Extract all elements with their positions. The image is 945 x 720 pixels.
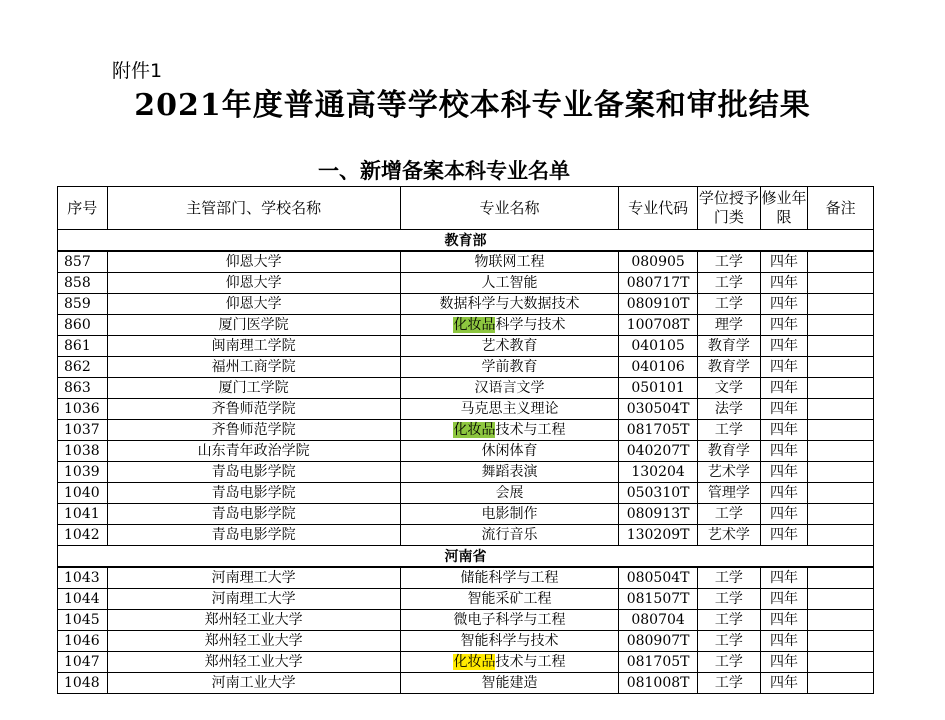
note-cell [808, 294, 874, 315]
code-cell: 081008T [619, 673, 698, 694]
note-cell [808, 567, 874, 589]
seq-cell: 1043 [58, 567, 108, 589]
note-cell [808, 589, 874, 610]
highlighted-text: 化妆品 [453, 422, 496, 438]
degree-cell: 教育学 [698, 441, 761, 462]
degree-cell: 艺术学 [698, 462, 761, 483]
major-cell [400, 631, 618, 652]
note-cell [808, 251, 874, 273]
table-row [58, 294, 874, 315]
degree-cell: 工学 [698, 294, 761, 315]
code-cell: 080913T [619, 504, 698, 525]
major-cell [400, 589, 618, 610]
degree-cell: 工学 [698, 567, 761, 589]
major-text: 休闲体育 [481, 443, 538, 459]
header-years: 修业年限 [760, 187, 808, 230]
school-cell: 河南工业大学 [107, 673, 400, 694]
school-cell: 青岛电影学院 [107, 525, 400, 546]
table-row [58, 567, 874, 589]
table-row [58, 589, 874, 610]
school-cell: 河南理工大学 [107, 589, 400, 610]
school-cell: 厦门工学院 [107, 378, 400, 399]
section-title: 一、新增备案本科专业名单 [318, 159, 570, 183]
degree-cell: 理学 [698, 315, 761, 336]
degree-cell: 法学 [698, 399, 761, 420]
group-row-ministry [58, 230, 874, 252]
note-cell [808, 462, 874, 483]
note-cell [808, 652, 874, 673]
years-cell: 四年 [760, 504, 808, 525]
table-row [58, 504, 874, 525]
note-cell [808, 525, 874, 546]
degree-cell: 工学 [698, 504, 761, 525]
school-cell: 河南理工大学 [107, 567, 400, 589]
note-cell [808, 610, 874, 631]
school-cell: 郑州轻工业大学 [107, 652, 400, 673]
note-cell [808, 441, 874, 462]
major-cell [400, 673, 618, 694]
school-cell: 郑州轻工业大学 [107, 631, 400, 652]
school-cell: 青岛电影学院 [107, 504, 400, 525]
school-cell: 青岛电影学院 [107, 483, 400, 504]
seq-cell: 859 [58, 294, 108, 315]
code-cell: 050101 [619, 378, 698, 399]
major-text: 智能科学与技术 [460, 633, 559, 649]
table-row [58, 378, 874, 399]
seq-cell: 1048 [58, 673, 108, 694]
seq-cell: 1046 [58, 631, 108, 652]
major-text: 微电子科学与工程 [453, 612, 566, 628]
major-text: 物联网工程 [474, 254, 545, 270]
degree-cell: 工学 [698, 420, 761, 441]
major-text: 流行音乐 [481, 527, 538, 543]
school-cell: 闽南理工学院 [107, 336, 400, 357]
school-cell: 青岛电影学院 [107, 462, 400, 483]
years-cell: 四年 [760, 273, 808, 294]
degree-cell: 工学 [698, 589, 761, 610]
code-cell: 040105 [619, 336, 698, 357]
seq-cell: 1047 [58, 652, 108, 673]
note-cell [808, 336, 874, 357]
major-cell [400, 610, 618, 631]
major-text: 科学与技术 [495, 317, 566, 333]
note-cell [808, 273, 874, 294]
table-row [58, 273, 874, 294]
code-cell: 081705T [619, 652, 698, 673]
seq-cell: 1039 [58, 462, 108, 483]
highlighted-text: 化妆品 [453, 654, 496, 670]
major-text: 人工智能 [481, 275, 538, 291]
years-cell: 四年 [760, 251, 808, 273]
majors-table [57, 186, 874, 694]
major-cell [400, 273, 618, 294]
major-cell [400, 357, 618, 378]
code-cell: 080907T [619, 631, 698, 652]
table-row [58, 610, 874, 631]
table-row [58, 631, 874, 652]
major-cell [400, 504, 618, 525]
header-code: 专业代码 [619, 187, 698, 230]
degree-cell: 教育学 [698, 336, 761, 357]
table-row [58, 441, 874, 462]
seq-cell: 1041 [58, 504, 108, 525]
major-text: 储能科学与工程 [460, 570, 559, 586]
degree-cell: 工学 [698, 673, 761, 694]
school-cell: 福州工商学院 [107, 357, 400, 378]
header-note: 备注 [808, 187, 874, 230]
years-cell: 四年 [760, 525, 808, 546]
major-text: 艺术教育 [481, 338, 538, 354]
note-cell [808, 483, 874, 504]
major-cell [400, 483, 618, 504]
seq-cell: 1044 [58, 589, 108, 610]
years-cell: 四年 [760, 631, 808, 652]
table-body [58, 230, 874, 694]
major-cell [400, 420, 618, 441]
major-cell [400, 251, 618, 273]
note-cell [808, 357, 874, 378]
seq-cell: 862 [58, 357, 108, 378]
code-cell: 130209T [619, 525, 698, 546]
school-cell: 仰恩大学 [107, 294, 400, 315]
note-cell [808, 420, 874, 441]
major-text: 马克思主义理论 [460, 401, 559, 417]
years-cell: 四年 [760, 357, 808, 378]
header-degree: 学位授予门类 [698, 187, 761, 230]
seq-cell: 857 [58, 251, 108, 273]
code-cell: 050310T [619, 483, 698, 504]
major-cell [400, 462, 618, 483]
years-cell: 四年 [760, 610, 808, 631]
code-cell: 030504T [619, 399, 698, 420]
school-cell: 齐鲁师范学院 [107, 399, 400, 420]
major-text: 舞蹈表演 [481, 464, 538, 480]
school-cell: 仰恩大学 [107, 273, 400, 294]
seq-cell: 863 [58, 378, 108, 399]
table-row [58, 357, 874, 378]
major-text: 技术与工程 [495, 422, 566, 438]
degree-cell: 文学 [698, 378, 761, 399]
degree-cell: 工学 [698, 251, 761, 273]
school-cell: 郑州轻工业大学 [107, 610, 400, 631]
code-cell: 080905 [619, 251, 698, 273]
table-row [58, 251, 874, 273]
years-cell: 四年 [760, 294, 808, 315]
note-cell [808, 504, 874, 525]
major-text: 汉语言文学 [474, 380, 545, 396]
years-cell: 四年 [760, 315, 808, 336]
years-cell: 四年 [760, 399, 808, 420]
major-text: 智能建造 [481, 675, 538, 691]
code-cell: 080910T [619, 294, 698, 315]
code-cell: 081705T [619, 420, 698, 441]
group-label: 河南省 [58, 546, 874, 568]
code-cell: 040207T [619, 441, 698, 462]
major-text: 技术与工程 [495, 654, 566, 670]
years-cell: 四年 [760, 589, 808, 610]
seq-cell: 1038 [58, 441, 108, 462]
school-cell: 仰恩大学 [107, 251, 400, 273]
degree-cell: 管理学 [698, 483, 761, 504]
note-cell [808, 399, 874, 420]
table-row [58, 525, 874, 546]
seq-cell: 861 [58, 336, 108, 357]
code-cell: 080704 [619, 610, 698, 631]
major-text: 电影制作 [481, 506, 538, 522]
note-cell [808, 673, 874, 694]
code-cell: 100708T [619, 315, 698, 336]
code-cell: 080717T [619, 273, 698, 294]
code-cell: 081507T [619, 589, 698, 610]
school-cell: 山东青年政治学院 [107, 441, 400, 462]
major-text: 智能采矿工程 [467, 591, 552, 607]
table-header-row [58, 187, 874, 230]
years-cell: 四年 [760, 441, 808, 462]
major-cell [400, 294, 618, 315]
years-cell: 四年 [760, 567, 808, 589]
seq-cell: 1042 [58, 525, 108, 546]
seq-cell: 1040 [58, 483, 108, 504]
school-cell: 厦门医学院 [107, 315, 400, 336]
group-label: 教育部 [58, 230, 874, 252]
major-cell [400, 315, 618, 336]
years-cell: 四年 [760, 673, 808, 694]
header-seq: 序号 [58, 187, 108, 230]
table-row [58, 673, 874, 694]
years-cell: 四年 [760, 420, 808, 441]
header-school: 主管部门、学校名称 [107, 187, 400, 230]
years-cell: 四年 [760, 483, 808, 504]
highlighted-text: 化妆品 [453, 317, 496, 333]
group-row-henan [58, 546, 874, 568]
code-cell: 130204 [619, 462, 698, 483]
degree-cell: 工学 [698, 610, 761, 631]
seq-cell: 1045 [58, 610, 108, 631]
major-text: 学前教育 [481, 359, 538, 375]
seq-cell: 1036 [58, 399, 108, 420]
degree-cell: 工学 [698, 273, 761, 294]
major-cell [400, 441, 618, 462]
table-row [58, 315, 874, 336]
years-cell: 四年 [760, 652, 808, 673]
table-row [58, 462, 874, 483]
major-cell [400, 652, 618, 673]
school-cell: 齐鲁师范学院 [107, 420, 400, 441]
degree-cell: 艺术学 [698, 525, 761, 546]
seq-cell: 858 [58, 273, 108, 294]
major-cell [400, 336, 618, 357]
note-cell [808, 315, 874, 336]
major-cell [400, 567, 618, 589]
major-cell [400, 399, 618, 420]
degree-cell: 工学 [698, 652, 761, 673]
note-cell [808, 378, 874, 399]
table-row [58, 420, 874, 441]
degree-cell: 工学 [698, 631, 761, 652]
major-cell [400, 378, 618, 399]
table-row [58, 336, 874, 357]
attachment-label: 附件1 [112, 60, 163, 82]
code-cell: 040106 [619, 357, 698, 378]
degree-cell: 教育学 [698, 357, 761, 378]
years-cell: 四年 [760, 462, 808, 483]
major-cell [400, 525, 618, 546]
years-cell: 四年 [760, 336, 808, 357]
major-text: 数据科学与大数据技术 [439, 296, 580, 312]
major-text: 会展 [495, 485, 524, 501]
table-row [58, 483, 874, 504]
table-row [58, 652, 874, 673]
years-cell: 四年 [760, 378, 808, 399]
seq-cell: 1037 [58, 420, 108, 441]
document-title: 2021年度普通高等学校本科专业备案和审批结果 [134, 88, 811, 123]
header-major: 专业名称 [400, 187, 618, 230]
note-cell [808, 631, 874, 652]
table-row [58, 399, 874, 420]
code-cell: 080504T [619, 567, 698, 589]
seq-cell: 860 [58, 315, 108, 336]
